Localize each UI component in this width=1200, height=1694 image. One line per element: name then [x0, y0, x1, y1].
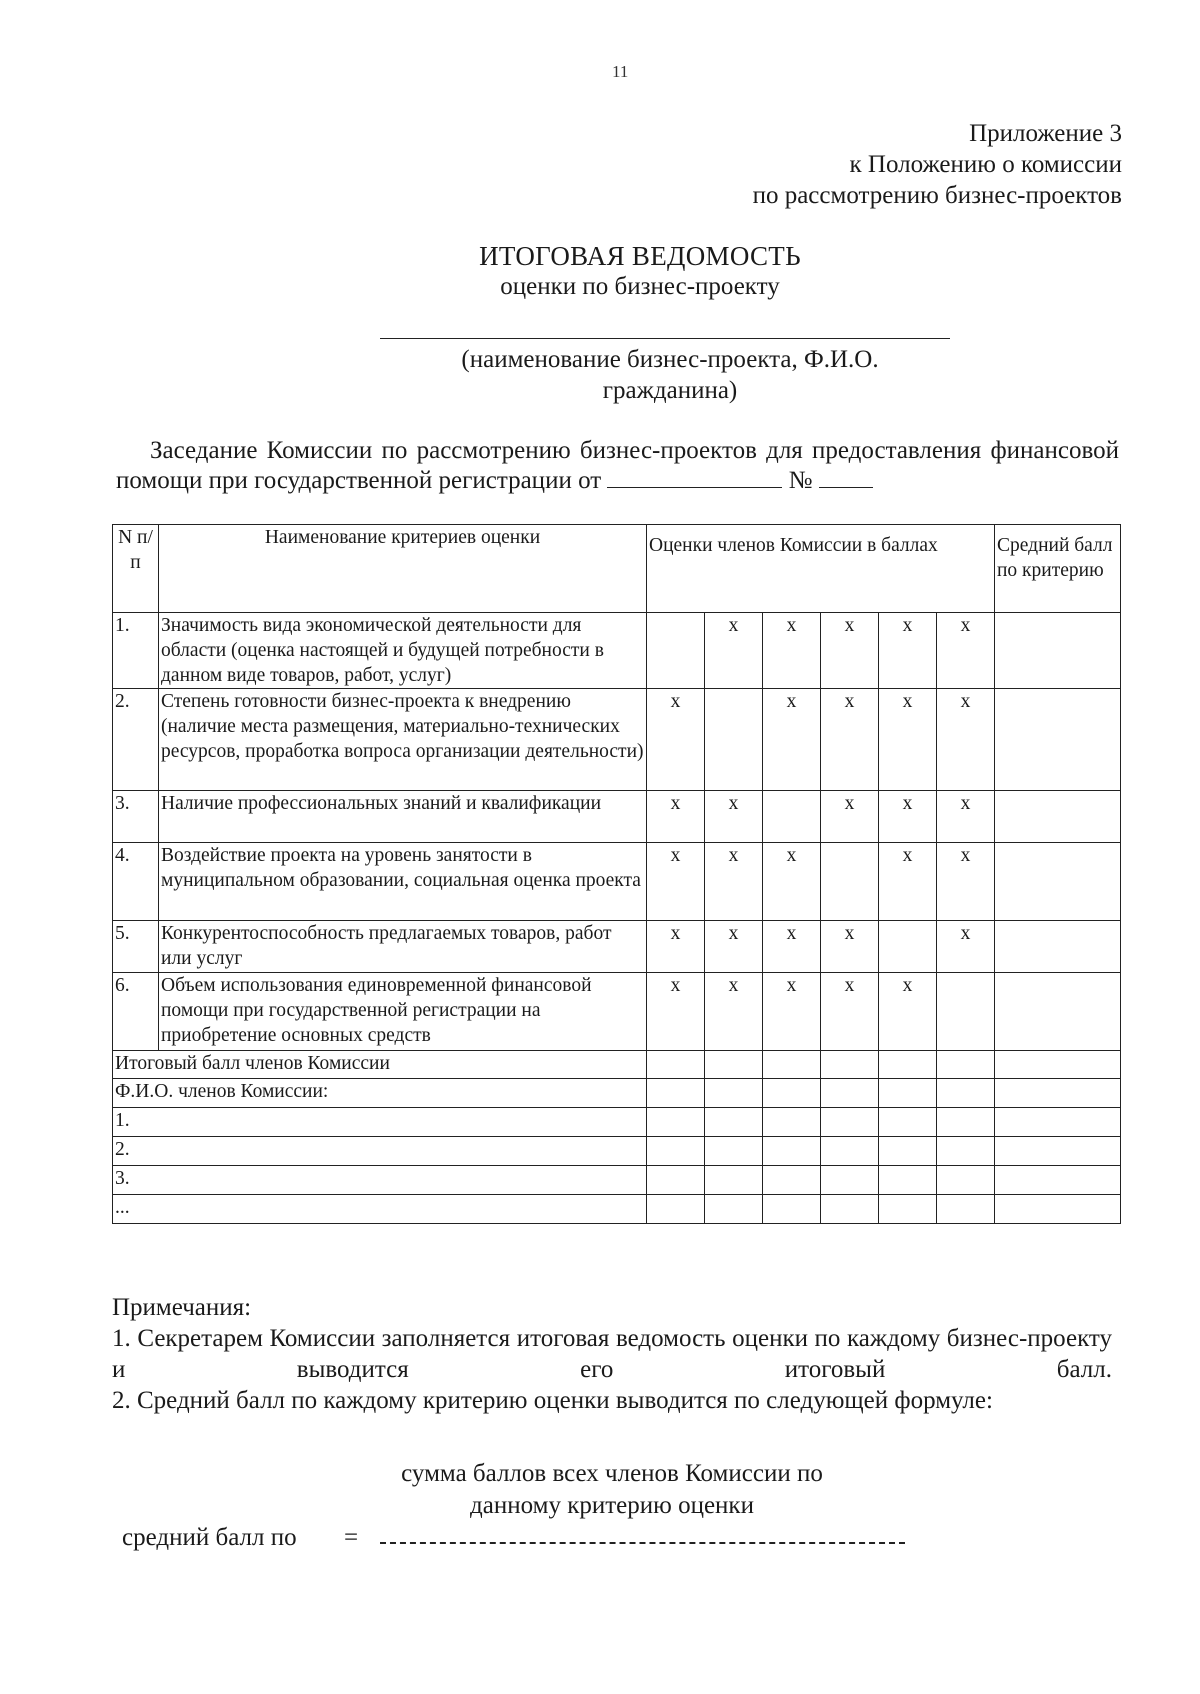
criterion-name: Значимость вида экономической деятельности для области (оценка настоящей и будущей потребности в данном виде товаров, работ, услуг)	[159, 613, 647, 689]
evaluation-table	[112, 524, 1121, 1224]
criterion-row	[113, 613, 1121, 689]
score-cell: x	[879, 843, 937, 921]
score-cell: x	[705, 921, 763, 973]
caption-line-2: гражданина)	[602, 377, 738, 404]
criterion-row	[113, 973, 1121, 1051]
empty-cell	[705, 1079, 763, 1108]
empty-cell	[879, 1079, 937, 1108]
score-cell: x	[763, 689, 821, 791]
score-cell: x	[937, 921, 995, 973]
member-name-row	[113, 1137, 1121, 1166]
document-subtitle: оценки по бизнес-проекту	[500, 273, 780, 300]
score-cell: x	[705, 843, 763, 921]
empty-cell	[705, 1166, 763, 1195]
score-cell: x	[647, 973, 705, 1051]
formula-lhs: средний балл по	[122, 1524, 297, 1551]
notes-heading: Примечания:	[112, 1294, 252, 1321]
average-cell	[995, 921, 1121, 973]
score-cell: x	[879, 791, 937, 843]
empty-cell	[763, 1166, 821, 1195]
criterion-name: Конкурентоспособность предлагаемых товаров, работ или услуг	[159, 921, 647, 973]
empty-cell	[937, 1108, 995, 1137]
criterion-number: 2.	[113, 689, 159, 791]
notes-section	[112, 1292, 1112, 1416]
empty-cell	[937, 1195, 995, 1224]
header-num: N п/п	[113, 525, 159, 613]
score-cell: x	[821, 613, 879, 689]
numerator-line-2: данному критерию оценки	[470, 1492, 754, 1519]
empty-cell	[647, 1195, 705, 1224]
caption-line-1: (наименование бизнес-проекта, Ф.И.О.	[461, 346, 879, 373]
empty-cell	[705, 1108, 763, 1137]
member-name: 3.	[113, 1166, 647, 1195]
empty-cell	[647, 1166, 705, 1195]
score-cell: x	[937, 791, 995, 843]
document-title: ИТОГОВАЯ ВЕДОМОСТЬ	[479, 241, 801, 271]
empty-cell	[647, 1079, 705, 1108]
project-name-line	[380, 338, 950, 339]
empty-cell	[879, 1166, 937, 1195]
empty-cell	[821, 1079, 879, 1108]
score-cell: x	[647, 689, 705, 791]
table-header-row	[113, 525, 1121, 613]
score-cell: x	[879, 689, 937, 791]
empty-cell	[937, 1079, 995, 1108]
empty-cell	[995, 1051, 1121, 1079]
header-scores: Оценки членов Комиссии в баллах	[647, 525, 995, 613]
empty-cell	[821, 1137, 879, 1166]
formula-equals: =	[344, 1524, 359, 1551]
score-cell: x	[821, 921, 879, 973]
appendix-reference	[522, 118, 1122, 211]
criterion-number: 5.	[113, 921, 159, 973]
meeting-date-blank	[607, 467, 782, 488]
member-name: 1.	[113, 1108, 647, 1137]
empty-cell	[879, 1051, 937, 1079]
total-score-label: Итоговый балл членов Комиссии	[113, 1051, 647, 1079]
score-cell: x	[821, 973, 879, 1051]
criterion-row	[113, 921, 1121, 973]
score-cell: x	[763, 921, 821, 973]
note-2: 2. Средний балл по каждому критерию оценки выводится по следующей формуле:	[112, 1387, 993, 1414]
score-cell	[821, 843, 879, 921]
criterion-name: Наличие профессиональных знаний и квалификации	[159, 791, 647, 843]
score-cell: x	[937, 689, 995, 791]
criterion-number: 3.	[113, 791, 159, 843]
empty-cell	[821, 1051, 879, 1079]
empty-cell	[763, 1137, 821, 1166]
score-cell	[937, 973, 995, 1051]
score-cell: x	[705, 613, 763, 689]
score-cell: x	[763, 973, 821, 1051]
score-cell	[879, 921, 937, 973]
criterion-number: 4.	[113, 843, 159, 921]
criterion-name: Воздействие проекта на уровень занятости в муниципальном образовании, социальная оценка проекта	[159, 843, 647, 921]
criterion-number: 6.	[113, 973, 159, 1051]
number-sign: №	[788, 467, 813, 494]
member-name: 2.	[113, 1137, 647, 1166]
score-cell: x	[879, 973, 937, 1051]
empty-cell	[705, 1195, 763, 1224]
average-cell	[995, 973, 1121, 1051]
header-average: Средний балл по критерию	[995, 525, 1121, 613]
empty-cell	[995, 1195, 1121, 1224]
score-cell: x	[763, 843, 821, 921]
appendix-line-3: по рассмотрению бизнес-проектов	[752, 182, 1122, 209]
score-cell	[647, 613, 705, 689]
empty-cell	[763, 1108, 821, 1137]
fraction-line	[380, 1542, 905, 1544]
empty-cell	[705, 1051, 763, 1079]
meeting-paragraph	[116, 436, 1119, 496]
formula-numerator	[382, 1458, 842, 1522]
empty-cell	[879, 1195, 937, 1224]
empty-cell	[937, 1137, 995, 1166]
member-name-row	[113, 1166, 1121, 1195]
empty-cell	[995, 1108, 1121, 1137]
score-cell: x	[879, 613, 937, 689]
empty-cell	[647, 1108, 705, 1137]
header-criteria: Наименование критериев оценки	[159, 525, 647, 613]
criterion-row	[113, 791, 1121, 843]
empty-cell	[763, 1195, 821, 1224]
empty-cell	[937, 1166, 995, 1195]
member-name: ...	[113, 1195, 647, 1224]
average-cell	[995, 689, 1121, 791]
total-score-label-row	[113, 1051, 1121, 1079]
empty-cell	[821, 1195, 879, 1224]
empty-cell	[995, 1079, 1121, 1108]
empty-cell	[705, 1137, 763, 1166]
note-1: 1. Секретарем Комиссии заполняется итоговая ведомость оценки по каждому бизнес-проекту и выводится его итоговый балл.	[112, 1325, 1112, 1383]
meeting-number-blank	[819, 467, 873, 488]
average-cell	[995, 843, 1121, 921]
member-name-row	[113, 1195, 1121, 1224]
members-label-row	[113, 1079, 1121, 1108]
score-cell: x	[705, 791, 763, 843]
score-cell: x	[647, 791, 705, 843]
empty-cell	[879, 1137, 937, 1166]
score-cell: x	[647, 843, 705, 921]
appendix-line-1: Приложение 3	[969, 120, 1122, 147]
empty-cell	[763, 1079, 821, 1108]
empty-cell	[647, 1137, 705, 1166]
score-cell: x	[647, 921, 705, 973]
empty-cell	[995, 1166, 1121, 1195]
criterion-row	[113, 689, 1121, 791]
score-cell	[763, 791, 821, 843]
empty-cell	[647, 1051, 705, 1079]
empty-cell	[937, 1051, 995, 1079]
meeting-text: Заседание Комиссии по рассмотрению бизнес-проектов для предоставления финансовой помощи при государственной регистрации от	[116, 437, 1119, 494]
criterion-row	[113, 843, 1121, 921]
members-label: Ф.И.О. членов Комиссии:	[113, 1079, 647, 1108]
project-name-caption	[400, 344, 940, 406]
average-cell	[995, 613, 1121, 689]
criterion-name: Объем использования единовременной финансовой помощи при государственной регистрации на приобретение основных средств	[159, 973, 647, 1051]
empty-cell	[763, 1051, 821, 1079]
score-cell	[705, 689, 763, 791]
member-name-row	[113, 1108, 1121, 1137]
empty-cell	[995, 1137, 1121, 1166]
appendix-line-2: к Положению о комиссии	[849, 151, 1122, 178]
score-cell: x	[937, 843, 995, 921]
empty-cell	[879, 1108, 937, 1137]
score-cell: x	[937, 613, 995, 689]
empty-cell	[821, 1166, 879, 1195]
score-cell: x	[821, 791, 879, 843]
title-block	[360, 240, 920, 302]
average-cell	[995, 791, 1121, 843]
criterion-name: Степень готовности бизнес-проекта к внедрению (наличие места размещения, материально-технических ресурсов, проработка вопроса организации деятельности)	[159, 689, 647, 791]
criterion-number: 1.	[113, 613, 159, 689]
empty-cell	[821, 1108, 879, 1137]
page-number: 11	[612, 62, 629, 81]
numerator-line-1: сумма баллов всех членов Комиссии по	[401, 1460, 823, 1487]
score-cell: x	[763, 613, 821, 689]
score-cell: x	[705, 973, 763, 1051]
score-cell: x	[821, 689, 879, 791]
